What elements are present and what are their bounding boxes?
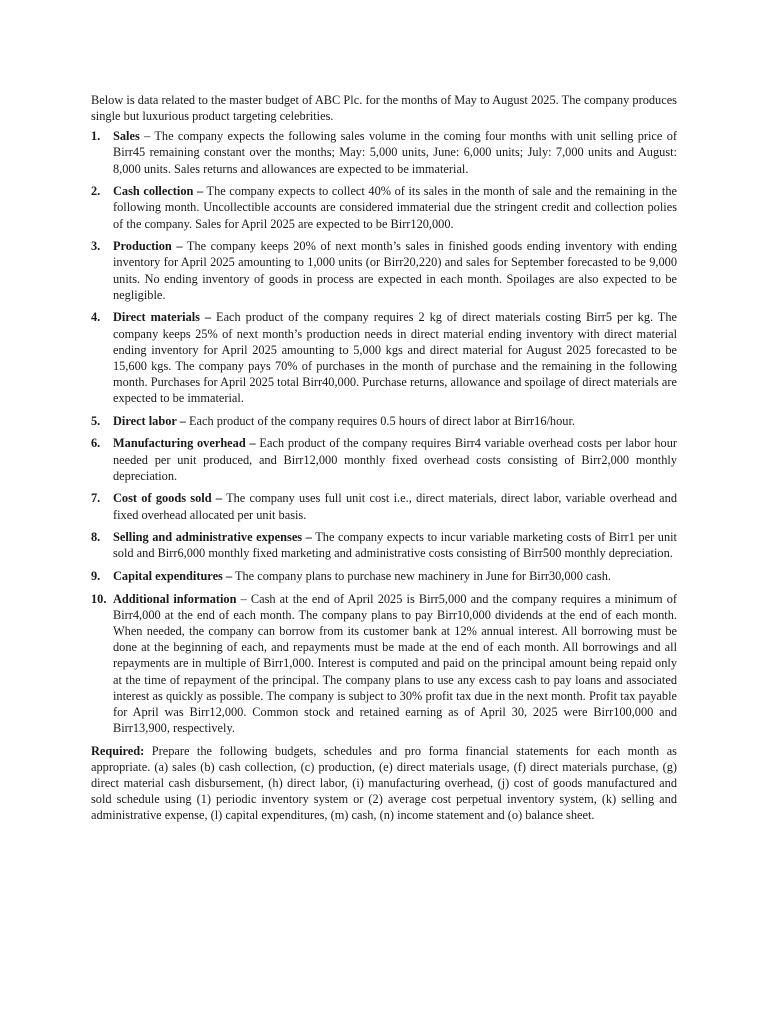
item-number: 1. [91,129,101,144]
required-paragraph [91,743,677,824]
list-item-direct-materials [91,309,677,406]
item-number: 9. [91,569,101,584]
list-item-cash-collection [91,183,677,231]
item-heading: Capital expenditures – [113,569,233,584]
item-number: 10. [91,591,107,606]
list-item-manufacturing-overhead [91,435,677,483]
item-text: The company keeps 20% of next month’s sales in finished goods ending inventory with ending inventory for April 2025 amounting to 1,000 units (or Birr20,220) and sales for September forecasted to be 9,000 units. No ending inventory of goods in process are expected in each month. Spoilages are also expected to be negligible. [113,239,677,302]
item-number: 7. [91,491,101,506]
item-heading: Manufacturing overhead – [113,436,256,451]
item-number: 5. [91,413,101,428]
list-item-cost-of-goods-sold [91,490,677,522]
item-heading: Direct labor – [113,413,186,428]
item-heading: Production – [113,239,183,254]
item-heading: Direct materials – [113,310,212,325]
item-heading: Cost of goods sold – [113,491,223,506]
item-number: 4. [91,310,101,325]
item-text: Each product of the company requires 2 kg of direct materials costing Birr5 per kg. The company keeps 25% of next month’s production needs in direct material ending inventory with direct material ending inventory for April 2025 amounting to 5,000 kgs and direct material for August 2025 forecasted to be 15,600 kgs. The company pays 70% of purchases in the month of purchase and the remaining in the following month. Purchases for April 2025 total Birr40,000. Purchase returns, allowance and spoilage of direct materials are expected to be immaterial. [113,310,677,406]
list-item-sales [91,128,677,176]
item-text: The company plans to purchase new machinery in June for Birr30,000 cash. [232,569,612,584]
item-heading: Selling and administrative expenses – [113,530,312,545]
item-number: 2. [91,184,101,199]
item-text: The company uses full unit cost i.e., direct materials, direct labor, variable overhead and fixed overhead allocated per unit basis. [113,491,677,522]
item-text: – Cash at the end of April 2025 is Birr5,000 and the company requires a minimum of Birr4,000 at the end of each month. The company plans to pay Birr10,000 dividends at the end of each month. When needed, the company can borrow from its customer bank at 12% annual interest. All borrowing must be done at the beginning of each, and repayments must be made at the end of each month. All borrowings and all repayments are in multiple of Birr1,000. Interest is computed and paid on the principal amount being repaid only at the time of repayment of the principal. The company plans to use any excess cash to pay loans and associated interest as quickly as possible. The company is subject to 30% profit tax due in the next month. Profit tax payable for April was Birr12,000. Common stock and retained earning as of April 30, 2025 were Birr100,000 and Birr13,900, respectively. [113,591,677,735]
numbered-list [91,128,677,736]
item-text: The company expects to collect 40% of its sales in the month of sale and the remaining in the following month. Uncollectible accounts are considered immaterial due the stringent credit and collection polies of the company. Sales for April 2025 are expected to be Birr120,000. [113,184,677,231]
item-text: – The company expects the following sales volume in the coming four months with unit selling price of Birr45 remaining constant over the months; May: 5,000 units, June: 6,000 units; July: 7,000 units and August: 8,000 units. Sales returns and allowances are expected to be immaterial. [113,129,677,176]
required-text: Prepare the following budgets, schedules and pro forma financial statements for each month as appropriate. (a) sales (b) cash collection, (c) production, (e) direct materials usage, (f) direct materials purchase, (g) direct material cash disbursement, (h) direct labor, (i) manufacturing overhead, (j) cost of goods manufactured and sold schedule using (1) periodic inventory system or (2) average cost perpetual inventory system, (k) selling and administrative expense, (l) capital expenditures, (m) cash, (n) income statement and (o) balance sheet. [91,743,677,823]
list-item-production [91,238,677,303]
item-text: The company expects to incur variable marketing costs of Birr1 per unit sold and Birr6,000 monthly fixed marketing and administrative costs consisting of Birr500 monthly depreciation. [113,530,677,561]
list-item-additional-information [91,591,677,736]
item-number: 8. [91,530,101,545]
intro-paragraph: Below is data related to the master budget of ABC Plc. for the months of May to August 2025. The company produces single but luxurious product targeting celebrities. [91,93,677,124]
list-item-selling-admin-expenses [91,529,677,561]
item-number: 6. [91,436,101,451]
item-text: Each product of the company requires Birr4 variable overhead costs per labor hour needed per unit produced, and Birr12,000 monthly fixed overhead costs consisting of Birr2,000 monthly depreciation. [113,436,677,483]
item-heading: Additional information [113,591,237,606]
required-heading: Required: [91,743,145,758]
item-text: Each product of the company requires 0.5 hours of direct labor at Birr16/hour. [185,413,575,428]
item-heading: Cash collection – [113,184,204,199]
item-number: 3. [91,239,101,254]
list-item-capital-expenditures [91,568,677,584]
item-heading: Sales [113,129,140,144]
list-item-direct-labor [91,413,677,429]
document-page [91,92,677,823]
